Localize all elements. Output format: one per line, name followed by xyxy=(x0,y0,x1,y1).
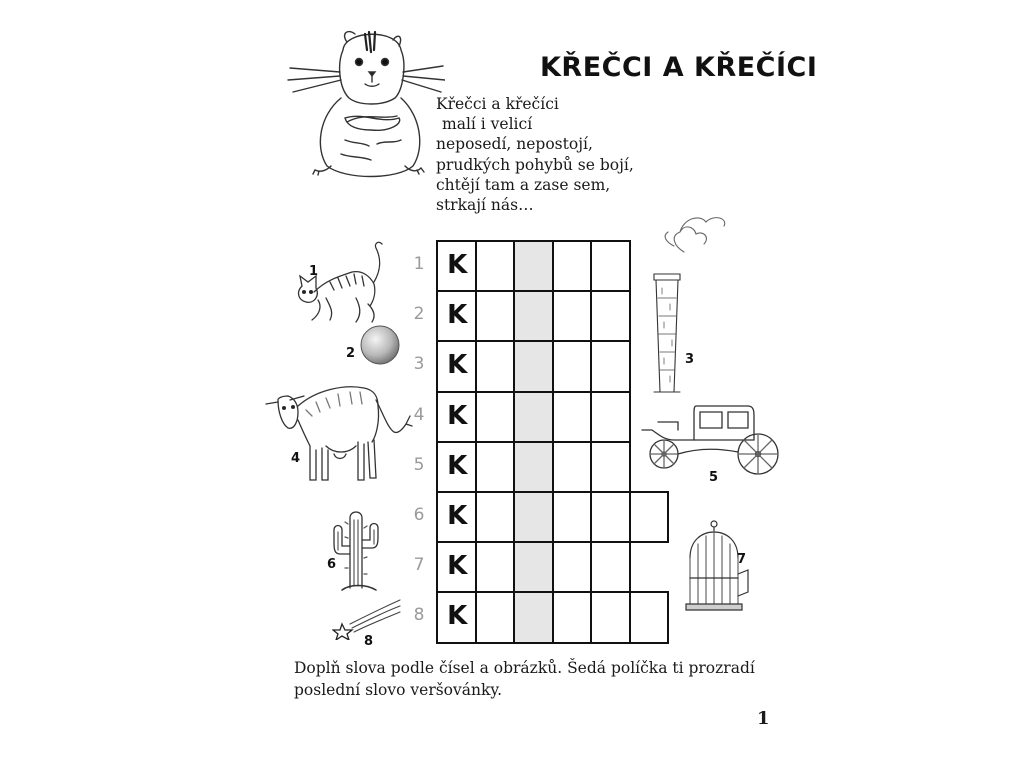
crossword-cell[interactable] xyxy=(590,240,631,292)
picture-number: 2 xyxy=(346,346,356,361)
crossword-cell[interactable] xyxy=(590,541,631,593)
crossword-cell[interactable] xyxy=(552,491,593,543)
crossword-cell[interactable] xyxy=(590,441,631,493)
poem-line: strkají nás… xyxy=(436,196,534,215)
page-title: KŘEČCI A KŘEČÍCI xyxy=(540,52,818,83)
picture-number: 8 xyxy=(364,634,374,649)
poem-line: chtějí tam a zase sem, xyxy=(436,175,611,194)
page-number: 1 xyxy=(757,708,770,729)
crossword-given-letter: K xyxy=(436,591,477,643)
crossword-cell-highlighted[interactable] xyxy=(513,541,554,593)
crossword-cell[interactable] xyxy=(590,491,631,543)
crossword-cell[interactable] xyxy=(552,391,593,443)
poem-line: neposedí, nepostojí, xyxy=(436,135,593,154)
instruction-text: Doplň slova podle čísel a obrázků. Šedá políčka ti prozradí poslední slovo veršovánky. xyxy=(294,659,755,699)
crossword-cell-highlighted[interactable] xyxy=(513,441,554,493)
picture-number: 7 xyxy=(737,552,747,567)
hamster-icon xyxy=(285,20,445,180)
crossword-cell[interactable] xyxy=(475,391,516,443)
crossword-given-letter: K xyxy=(436,491,477,543)
crossword-cell-highlighted[interactable] xyxy=(513,491,554,543)
crossword-given-letter: K xyxy=(436,340,477,392)
row-number: 4 xyxy=(413,404,425,425)
crossword-cell-highlighted[interactable] xyxy=(513,391,554,443)
crossword-cell[interactable] xyxy=(475,541,516,593)
cat-icon xyxy=(290,236,390,328)
crossword-cell[interactable] xyxy=(475,290,516,342)
picture-number: 1 xyxy=(309,264,319,279)
crossword-cell[interactable] xyxy=(590,290,631,342)
cow-icon xyxy=(264,376,414,490)
crossword-given-letter: K xyxy=(436,240,477,292)
crossword-cell[interactable] xyxy=(475,340,516,392)
crossword-cell-highlighted[interactable] xyxy=(513,591,554,643)
crossword-cell[interactable] xyxy=(552,541,593,593)
crossword-cell[interactable] xyxy=(475,491,516,543)
row-number: 6 xyxy=(413,505,425,525)
poem xyxy=(436,94,696,215)
crossword-cell-highlighted[interactable] xyxy=(513,240,554,292)
crossword-cell[interactable] xyxy=(552,340,593,392)
row-number: 1 xyxy=(413,254,425,274)
crossword-cell[interactable] xyxy=(475,441,516,493)
poem-line: Křečci a křečíci xyxy=(436,95,559,113)
cactus-icon xyxy=(328,508,386,592)
crossword-given-letter: K xyxy=(436,290,477,342)
picture-number: 5 xyxy=(709,470,719,485)
crossword-given-letter: K xyxy=(436,541,477,593)
crossword-cell[interactable] xyxy=(590,591,631,643)
row-number: 2 xyxy=(413,304,425,325)
crossword-cell[interactable] xyxy=(552,240,593,292)
ball-icon xyxy=(359,324,403,368)
crossword-given-letter: K xyxy=(436,441,477,493)
poem-line: prudkých pohybů se bojí, xyxy=(436,155,634,174)
poem-line: malí i velicí xyxy=(442,115,533,134)
crossword-cell[interactable] xyxy=(629,491,670,543)
crossword-cell[interactable] xyxy=(552,441,593,493)
crossword-cell[interactable] xyxy=(552,591,593,643)
carriage-icon xyxy=(638,400,786,478)
picture-number: 6 xyxy=(327,557,337,572)
picture-number: 4 xyxy=(291,451,301,466)
crossword-cell-highlighted[interactable] xyxy=(513,340,554,392)
crossword-cell[interactable] xyxy=(590,391,631,443)
row-number: 7 xyxy=(413,555,425,576)
picture-number: 3 xyxy=(685,352,695,367)
row-number: 5 xyxy=(413,454,425,475)
row-number: 8 xyxy=(413,605,425,626)
crossword-given-letter: K xyxy=(436,391,477,443)
crossword-cell-highlighted[interactable] xyxy=(513,290,554,342)
crossword-cell[interactable] xyxy=(552,290,593,342)
row-number: 3 xyxy=(413,354,425,375)
crossword-cell[interactable] xyxy=(475,240,516,292)
crossword-cell[interactable] xyxy=(475,591,516,643)
crossword-cell[interactable] xyxy=(590,340,631,392)
crossword-cell[interactable] xyxy=(629,591,670,643)
